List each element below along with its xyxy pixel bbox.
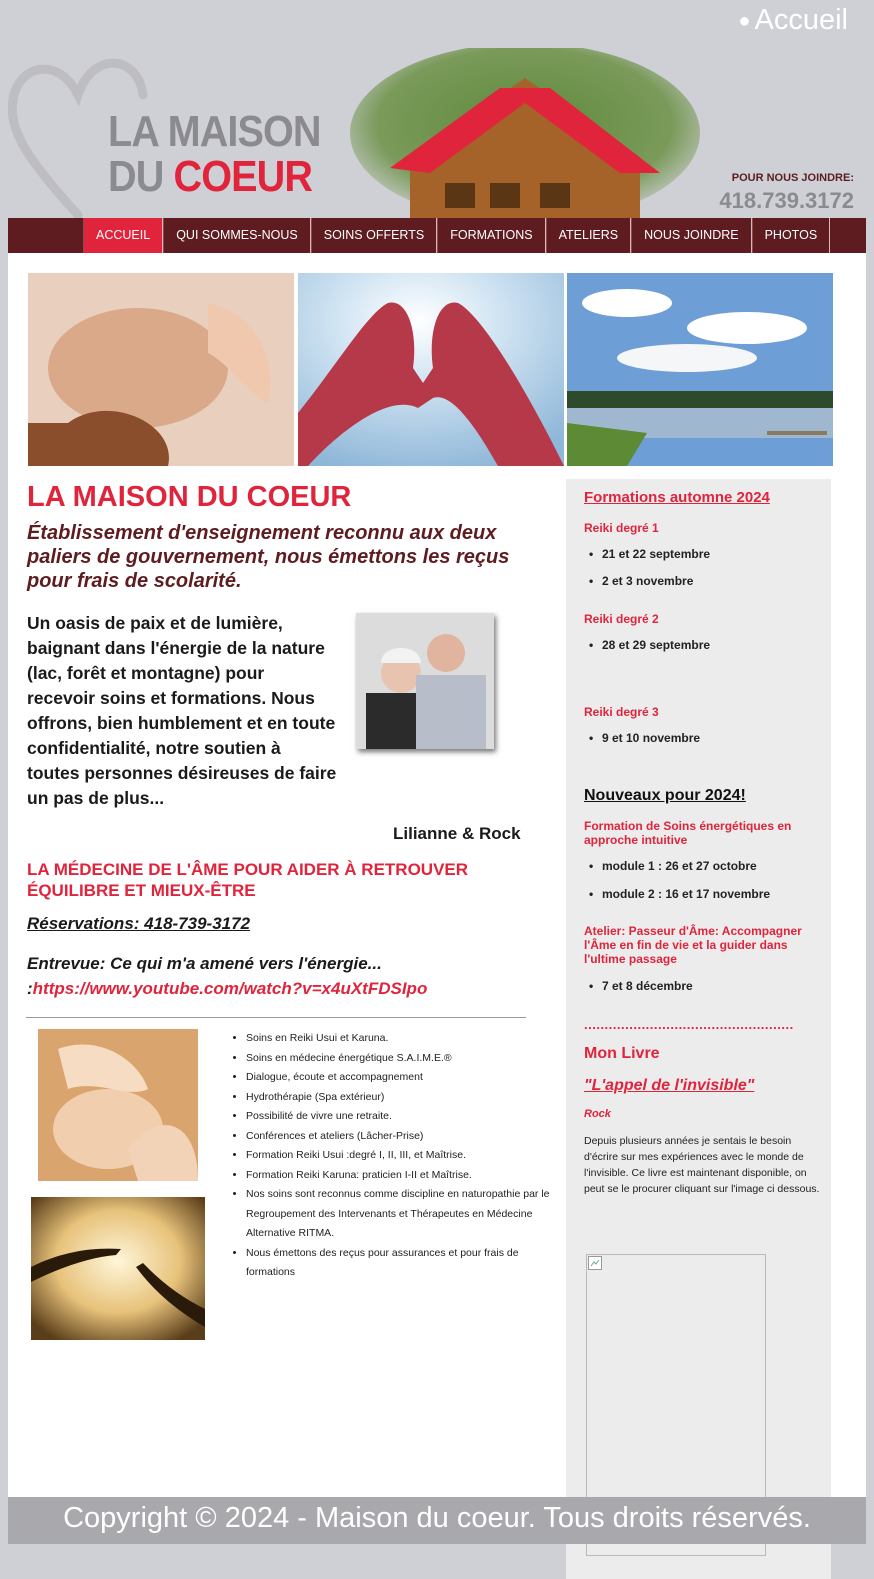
- services-list: [233, 1029, 566, 1283]
- footer: [8, 1497, 866, 1544]
- heart-hands-photo: [298, 273, 564, 466]
- nav-item-formations[interactable]: FORMATIONS: [437, 218, 545, 253]
- nav-item-accueil[interactable]: ACCUEIL: [83, 218, 163, 253]
- house-photo: [350, 48, 700, 218]
- nav-item-nous-joindre[interactable]: NOUS JOINDRE: [631, 218, 751, 253]
- nav-item-photos[interactable]: PHOTOS: [752, 218, 831, 253]
- formations-title[interactable]: Formations automne 2024: [584, 489, 770, 506]
- site-header: [8, 40, 866, 218]
- intro-text: Établissement d'enseignement reconnu aux deux paliers de gouvernement, nous émettons les reçus pour frais de scolarité.: [27, 522, 510, 592]
- atelier-heading: Atelier: Passeur d'Âme: Accompagner l'Âme en fin de vie et la guider dans l'ultime passage: [584, 924, 802, 966]
- list-item: • Dialogue, écoute et accompagnement: [246, 1068, 566, 1088]
- top-home-link[interactable]: [738, 4, 848, 37]
- list-item: • Nos soins sont reconnus comme discipline en naturopathie par le Regroupement des Intervenants et Thérapeutes en Médecine Alternative RITMA.: [246, 1185, 566, 1244]
- face-massage-photo: [38, 1029, 198, 1181]
- signature: Lilianne & Rock: [393, 824, 521, 843]
- copyright-text: Copyright © 2024 - Maison du coeur. Tous droits réservés.: [63, 1502, 811, 1534]
- lake-photo: [567, 273, 833, 466]
- youtube-link[interactable]: https://www.youtube.com/watch?v=x4uXtFDSIpo: [32, 979, 428, 998]
- reiki-3-heading: Reiki degré 3: [584, 705, 659, 719]
- logo-line-1: LA MAISON: [108, 107, 321, 156]
- list-item: • 7 et 8 décembre: [602, 979, 693, 993]
- logo-line-2: [108, 152, 312, 202]
- book-section-title: Mon Livre: [584, 1045, 660, 1062]
- touching-hands-photo: [31, 1197, 205, 1340]
- content-area: [8, 253, 866, 1498]
- nouveaux-title: Nouveaux pour 2024!: [584, 787, 746, 804]
- nav-item-ateliers[interactable]: ATELIERS: [546, 218, 632, 253]
- soins-energetiques-heading: Formation de Soins énergétiques en approche intuitive: [584, 819, 792, 847]
- list-item: • 9 et 10 novembre: [602, 731, 700, 745]
- book-description: Depuis plusieurs années je sentais le besoin d'écrire sur mes expériences avec le monde de l'invisible. Ce livre est maintenant disponible, on peut se le procurer cliquant sur l'image ci dessous.: [584, 1135, 820, 1195]
- logo-coeur: COEUR: [173, 152, 313, 201]
- reiki-2-heading: Reiki degré 2: [584, 612, 659, 626]
- list-item: • module 2 : 16 et 17 novembre: [602, 887, 770, 901]
- contact-phone: 418.739.3172: [719, 188, 854, 213]
- list-item: • 2 et 3 novembre: [602, 574, 693, 588]
- divider: [26, 1017, 526, 1018]
- reservations-phone[interactable]: Réservations: 418-739-3172: [27, 914, 251, 933]
- interview-label: Entrevue: Ce qui m'a amené vers l'énergie... :: [27, 954, 382, 998]
- broken-image-icon: [588, 1256, 602, 1270]
- list-item: • Possibilité de vivre une retraite.: [246, 1107, 566, 1127]
- sidebar: [566, 479, 831, 1579]
- book-author: Rock: [584, 1108, 611, 1120]
- list-item: • 21 et 22 septembre: [602, 547, 710, 561]
- list-item: • module 1 : 26 et 27 octobre: [602, 859, 757, 873]
- top-home-link-label[interactable]: Accueil: [754, 4, 848, 36]
- list-item: • Formation Reiki Usui :degré I, II, III, et Maîtrise.: [246, 1146, 566, 1166]
- list-item: • Nous émettons des reçus pour assurances et pour frais de formations: [246, 1244, 566, 1283]
- list-item: • Conférences et ateliers (Lâcher-Prise): [246, 1127, 566, 1147]
- massage-photo: [28, 273, 294, 466]
- contact-label: POUR NOUS JOINDRE:: [731, 172, 854, 184]
- main-nav: [8, 218, 866, 253]
- nav-item-qui-sommes-nous[interactable]: QUI SOMMES-NOUS: [163, 218, 311, 253]
- interview-block: [27, 951, 537, 1001]
- dotted-separator: ...................................................: [584, 1017, 794, 1032]
- book-title-link[interactable]: "L'appel de l'invisible": [584, 1077, 755, 1094]
- list-item: • Hydrothérapie (Spa extérieur): [246, 1088, 566, 1108]
- reiki-1-heading: Reiki degré 1: [584, 521, 659, 535]
- nav-item-soins-offerts[interactable]: SOINS OFFERTS: [311, 218, 437, 253]
- list-item: • 28 et 29 septembre: [602, 638, 710, 652]
- list-item: • Soins en Reiki Usui et Karuna.: [246, 1029, 566, 1049]
- medecine-heading: LA MÉDECINE DE L'ÂME POUR AIDER À RETROUVER ÉQUILIBRE ET MIEUX-ÊTRE: [27, 860, 469, 900]
- couple-photo: [356, 613, 494, 749]
- list-item: • Formation Reiki Karuna: praticien I-II et Maîtrise.: [246, 1166, 566, 1186]
- page-title: LA MAISON DU COEUR: [27, 481, 352, 513]
- list-item: • Soins en médecine énergétique S.A.I.M.E.®: [246, 1049, 566, 1069]
- bullet-icon: ●: [738, 9, 751, 32]
- intro-paragraph: Un oasis de paix et de lumière, baignant dans l'énergie de la nature (lac, forêt et montagne) pour recevoir soins et formations. Nous offrons, bien humblement et en toute confidentialité, notre soutien à toutes personnes désireuses de faire un pas de plus...: [27, 613, 337, 808]
- logo-du: DU: [108, 152, 174, 201]
